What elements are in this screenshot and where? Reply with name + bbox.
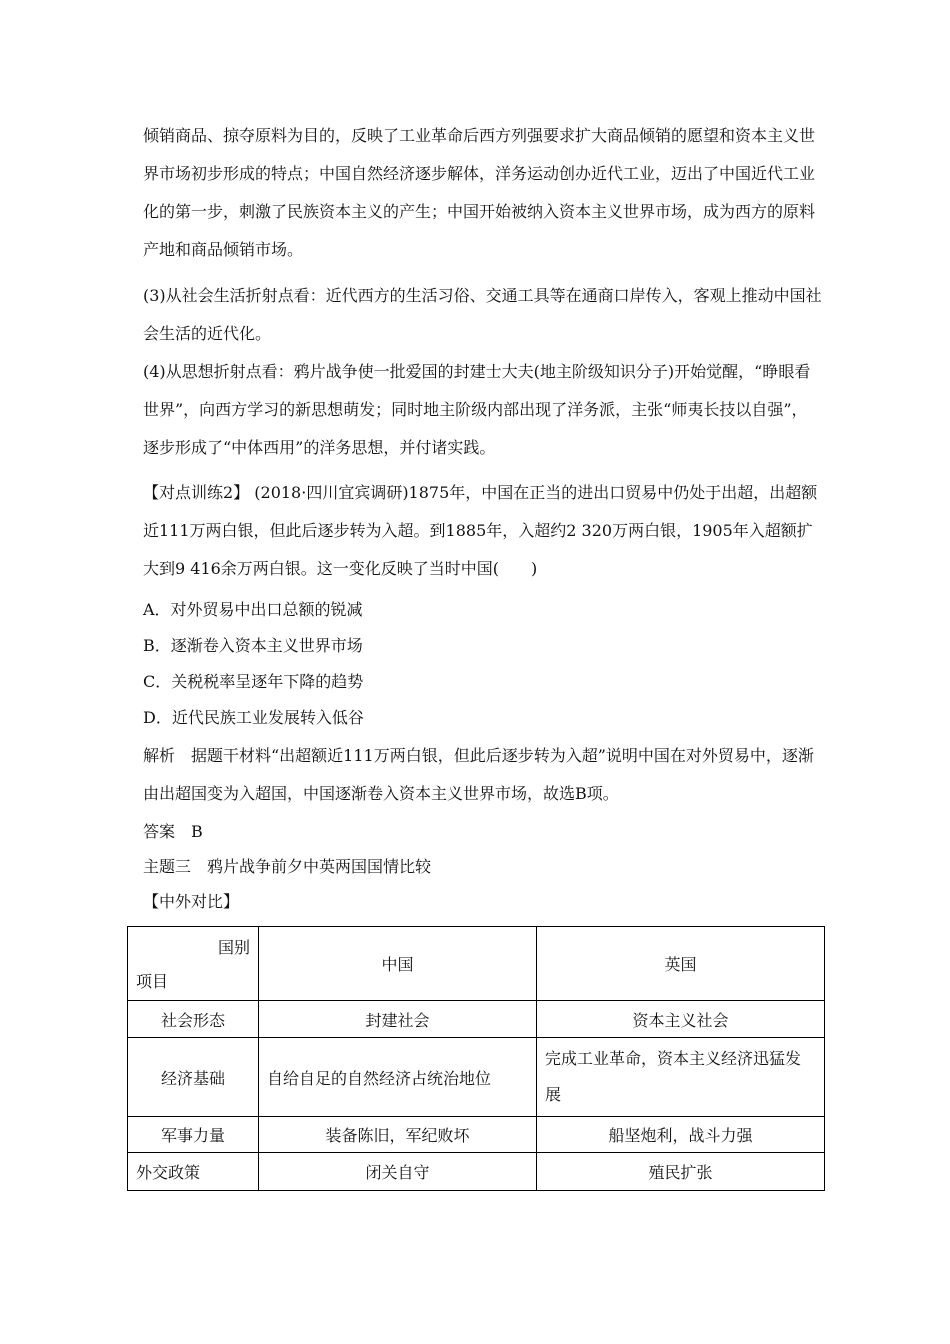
comparison-table xyxy=(127,926,825,1191)
question-stem: 【对点训练2】 (2018·四川宜宾调研)1875年，中国在正当的进出口贸易中仍处于出超，出超额近111万两白银，但此后逐步转为入超。到1885年，入超约2 320万两白银，1905年入超额扩大到9 416余万两白银。这一变化反映了当时中国( ) xyxy=(143,483,818,578)
table-header-row xyxy=(128,927,825,1001)
option-b: B．逐渐卷入资本主义世界市场 xyxy=(143,636,363,655)
column-header-china: 中国 xyxy=(259,927,537,1001)
china-cell: 闭关自守 xyxy=(259,1153,537,1191)
table-row xyxy=(128,1038,825,1117)
option-c: C．关税税率呈逐年下降的趋势 xyxy=(143,672,364,691)
option-d: D．近代民族工业发展转入低谷 xyxy=(143,708,364,727)
row-item-cell: 外交政策 xyxy=(128,1153,259,1191)
column-header-britain: 英国 xyxy=(537,927,825,1001)
corner-header-cell xyxy=(128,927,259,1001)
row-item-cell: 经济基础 xyxy=(128,1038,259,1117)
row-item-cell: 社会形态 xyxy=(128,1001,259,1038)
china-cell: 装备陈旧，军纪败坏 xyxy=(259,1117,537,1153)
britain-cell: 资本主义社会 xyxy=(537,1001,825,1038)
option-a: A．对外贸易中出口总额的锐减 xyxy=(143,600,363,619)
britain-cell: 殖民扩张 xyxy=(537,1153,825,1191)
row-item-cell: 军事力量 xyxy=(128,1117,259,1153)
china-cell: 封建社会 xyxy=(259,1001,537,1038)
britain-cell: 完成工业革命，资本主义经济迅猛发展 xyxy=(537,1038,825,1117)
table-row xyxy=(128,1001,825,1038)
topic-heading: 主题三 鸦片战争前夕中英两国国情比较 xyxy=(143,857,432,876)
corner-header-country: 国别 xyxy=(217,938,250,957)
china-cell: 自给自足的自然经济占统治地位 xyxy=(259,1038,537,1117)
corner-header-item: 项目 xyxy=(136,972,169,991)
table-row xyxy=(128,1153,825,1191)
paragraph-thought: (4)从思想折射点看：鸦片战争使一批爱国的封建士大夫(地主阶级知识分子)开始觉醒，“睁眼看世界”，向西方学习的新思想萌发；同时地主阶级内部出现了洋务派，主张“师夷长技以自强”，逐步形成了“中体西用”的洋务思想，并付诸实践。 xyxy=(143,362,811,457)
paragraph-social-life: (3)从社会生活折射点看：近代西方的生活习俗、交通工具等在通商口岸传入，客观上推动中国社会生活的近代化。 xyxy=(143,286,822,343)
table-row xyxy=(128,1117,825,1153)
paragraph-economy: 倾销商品、掠夺原料为目的，反映了工业革命后西方列强要求扩大商品倾销的愿望和资本主义世界市场初步形成的特点；中国自然经济逐步解体，洋务运动创办近代工业，迈出了中国近代工业化的第一步，刺激了民族资本主义的产生；中国开始被纳入资本主义世界市场，成为西方的原料产地和商品倾销市场。 xyxy=(143,126,816,259)
section-label: 【中外对比】 xyxy=(143,892,240,911)
answer-text: 答案 B xyxy=(143,822,203,841)
analysis-text: 解析 据题干材料“出超额近111万两白银，但此后逐步转为入超”说明中国在对外贸易中，逐渐由出超国变为入超国，中国逐渐卷入资本主义世界市场，故选B项。 xyxy=(143,746,814,803)
britain-cell: 船坚炮利，战斗力强 xyxy=(537,1117,825,1153)
